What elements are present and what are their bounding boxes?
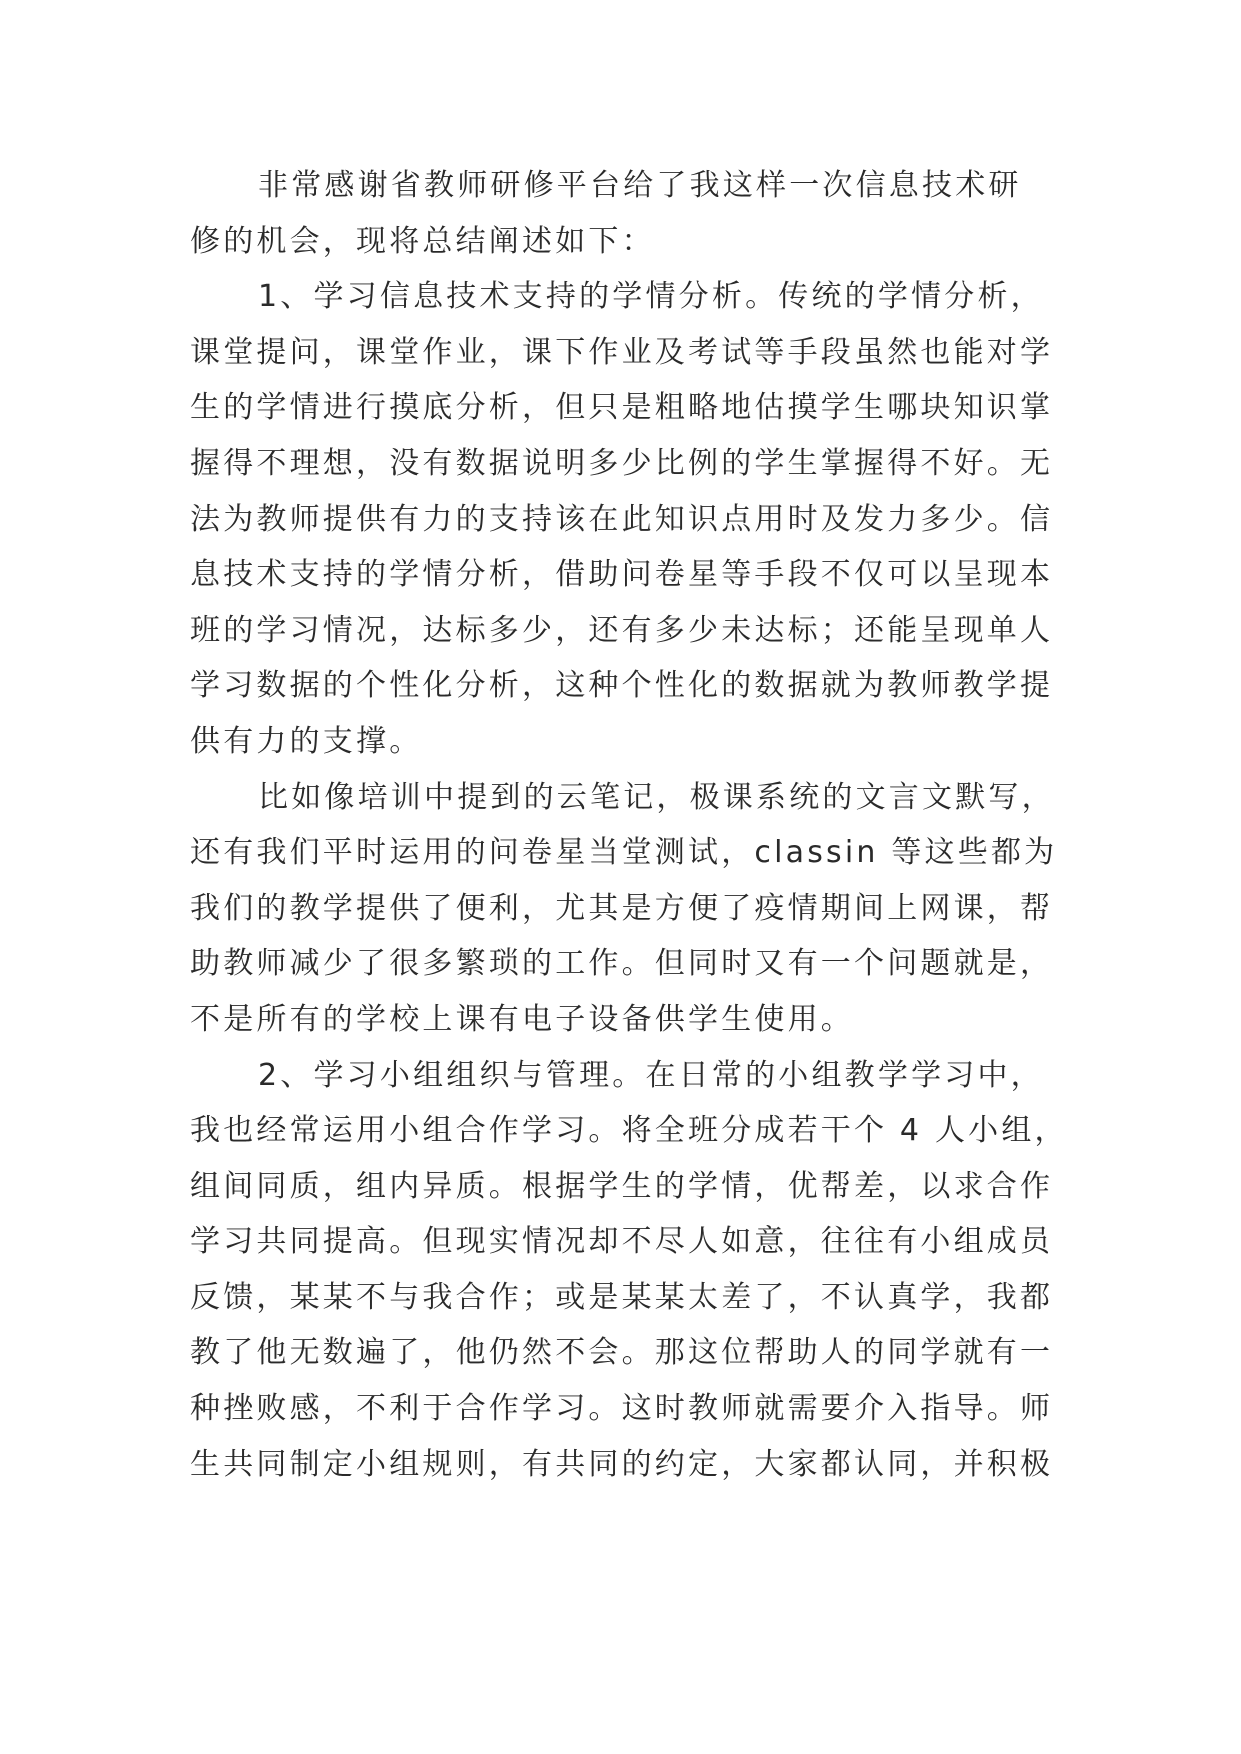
- text-line: 教了他无数遍了，他仍然不会。那这位帮助人的同学就有一: [190, 1335, 1054, 1371]
- text-line: 生共同制定小组规则，有共同的约定，大家都认同，并积极: [190, 1446, 1054, 1482]
- text-line: 供有力的支撑。: [190, 723, 423, 759]
- text-line: 组间同质，组内异质。根据学生的学情，优帮差，以求合作: [190, 1168, 1054, 1204]
- text-line: 法为教师提供有力的支持该在此知识点用时及发力多少。信: [190, 501, 1054, 537]
- text-line: 还有我们平时运用的问卷星当堂测试，classin 等这些都为: [190, 835, 1058, 871]
- text-line: 非常感谢省教师研修平台给了我这样一次信息技术研: [258, 168, 1022, 203]
- text-line: 握得不理想，没有数据说明多少比例的学生掌握得不好。无: [190, 445, 1054, 481]
- text-line: 不是所有的学校上课有电子设备供学生使用。: [190, 1001, 854, 1037]
- text-line: 我们的教学提供了便利，尤其是方便了疫情期间上网课，帮: [190, 890, 1054, 926]
- text-line: 1、学习信息技术支持的学情分析。传统的学情分析，: [258, 279, 1044, 315]
- text-line: 学习数据的个性化分析，这种个性化的数据就为教师教学提: [190, 668, 1054, 704]
- text-line: 生的学情进行摸底分析，但只是粗略地估摸学生哪块知识掌: [190, 390, 1054, 426]
- text-line: 班的学习情况，达标多少，还有多少未达标；还能呈现单人: [190, 612, 1054, 648]
- text-line: 助教师减少了很多繁琐的工作。但同时又有一个问题就是，: [190, 946, 1054, 982]
- text-line: 我也经常运用小组合作学习。将全班分成若干个 4 人小组，: [190, 1113, 1068, 1149]
- text-line: 反馈，某某不与我合作；或是某某太差了，不认真学，我都: [190, 1279, 1054, 1315]
- text-line: 息技术支持的学情分析，借助问卷星等手段不仅可以呈现本: [190, 557, 1054, 593]
- text-line: 修的机会，现将总结阐述如下：: [190, 223, 655, 259]
- text-line: 种挫败感，不利于合作学习。这时教师就需要介入指导。师: [190, 1391, 1054, 1427]
- text-line: 课堂提问，课堂作业，课下作业及考试等手段虽然也能对学: [190, 334, 1054, 370]
- text-line: 学习共同提高。但现实情况却不尽人如意，往往有小组成员: [190, 1224, 1054, 1260]
- text-line: 比如像培训中提到的云笔记，极课系统的文言文默写，: [258, 779, 1055, 815]
- text-line: 2、学习小组组织与管理。在日常的小组教学学习中，: [258, 1057, 1044, 1093]
- body-text: [190, 158, 1068, 1492]
